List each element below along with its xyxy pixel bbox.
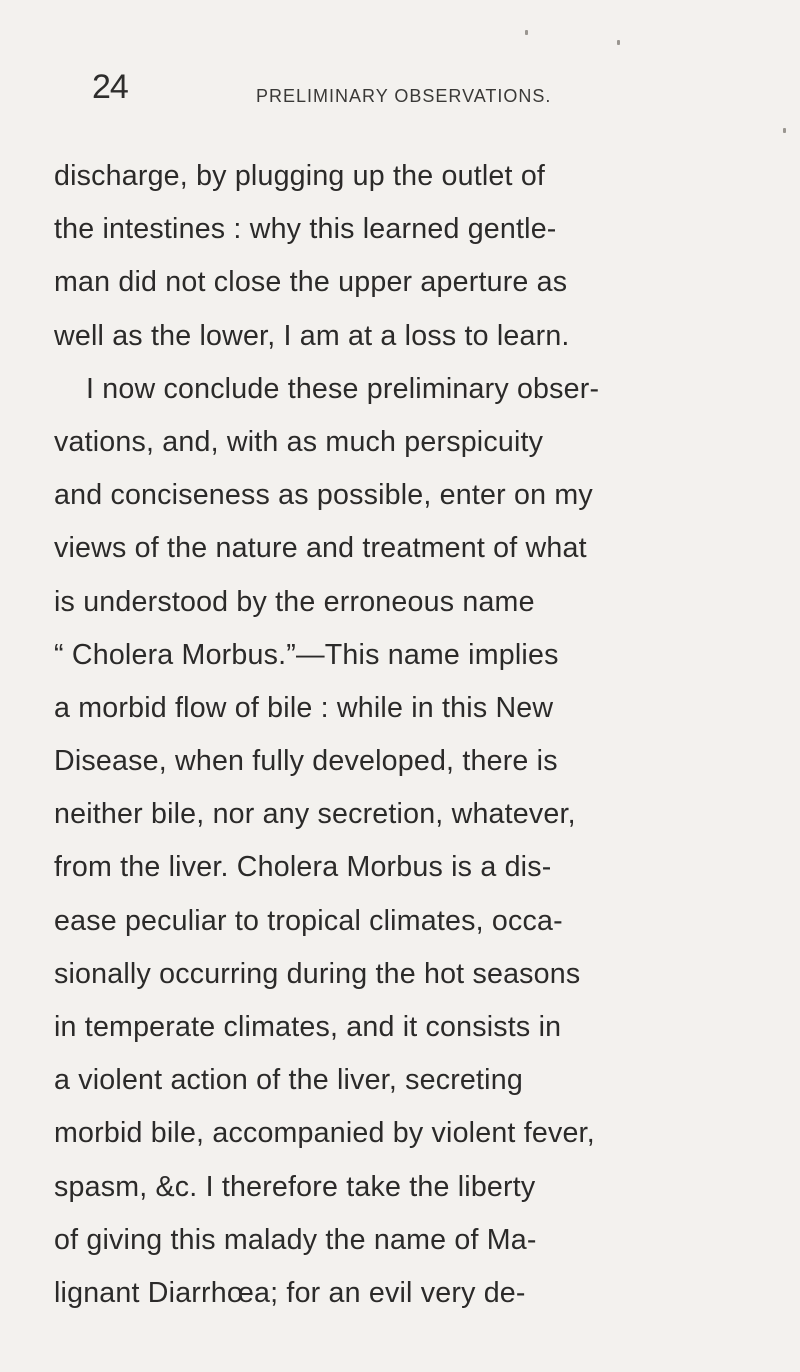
text-line: in temperate climates, and it consists in bbox=[54, 1011, 562, 1043]
text-line: sionally occurring during the hot seasons bbox=[54, 957, 581, 990]
text-line: is understood by the erroneous name bbox=[54, 585, 535, 618]
paper-speck bbox=[525, 30, 528, 35]
text-line: spasm, &c. I therefore take the liberty bbox=[54, 1170, 536, 1203]
body-text bbox=[54, 150, 774, 1320]
text-line: neither bile, nor any secretion, whatever, bbox=[54, 798, 576, 831]
text-line: a morbid flow of bile : while in this New bbox=[54, 691, 554, 724]
text-line: from the liver. Cholera Morbus is a dis- bbox=[54, 851, 552, 884]
text-line: vations, and, with as much perspicuity bbox=[54, 425, 544, 458]
page-number: 24 bbox=[92, 68, 128, 106]
text-line: ease peculiar to tropical climates, occa- bbox=[54, 904, 563, 937]
text-line: I now conclude these preliminary obser- bbox=[86, 372, 600, 405]
text-line: well as the lower, I am at a loss to learn. bbox=[54, 319, 570, 352]
text-line: Disease, when fully developed, there is bbox=[54, 745, 558, 778]
paper-speck bbox=[783, 128, 786, 133]
text-line: man did not close the upper aperture as bbox=[54, 266, 568, 299]
text-line: “ Cholera Morbus.”—This name implies bbox=[54, 638, 559, 671]
running-title: PRELIMINARY OBSERVATIONS. bbox=[256, 86, 552, 106]
text-line: lignant Diarrhœa; for an evil very de- bbox=[54, 1276, 526, 1309]
text-line: discharge, by plugging up the outlet of bbox=[54, 160, 546, 192]
text-line: the intestines : why this learned gentle- bbox=[54, 213, 557, 246]
text-line: views of the nature and treatment of what bbox=[54, 532, 587, 565]
paper-speck bbox=[617, 40, 620, 45]
text-line: and conciseness as possible, enter on my bbox=[54, 479, 593, 512]
text-line: morbid bile, accompanied by violent fever, bbox=[54, 1117, 595, 1150]
text-line: a violent action of the liver, secreting bbox=[54, 1064, 523, 1097]
text-line: of giving this malady the name of Ma- bbox=[54, 1223, 537, 1256]
